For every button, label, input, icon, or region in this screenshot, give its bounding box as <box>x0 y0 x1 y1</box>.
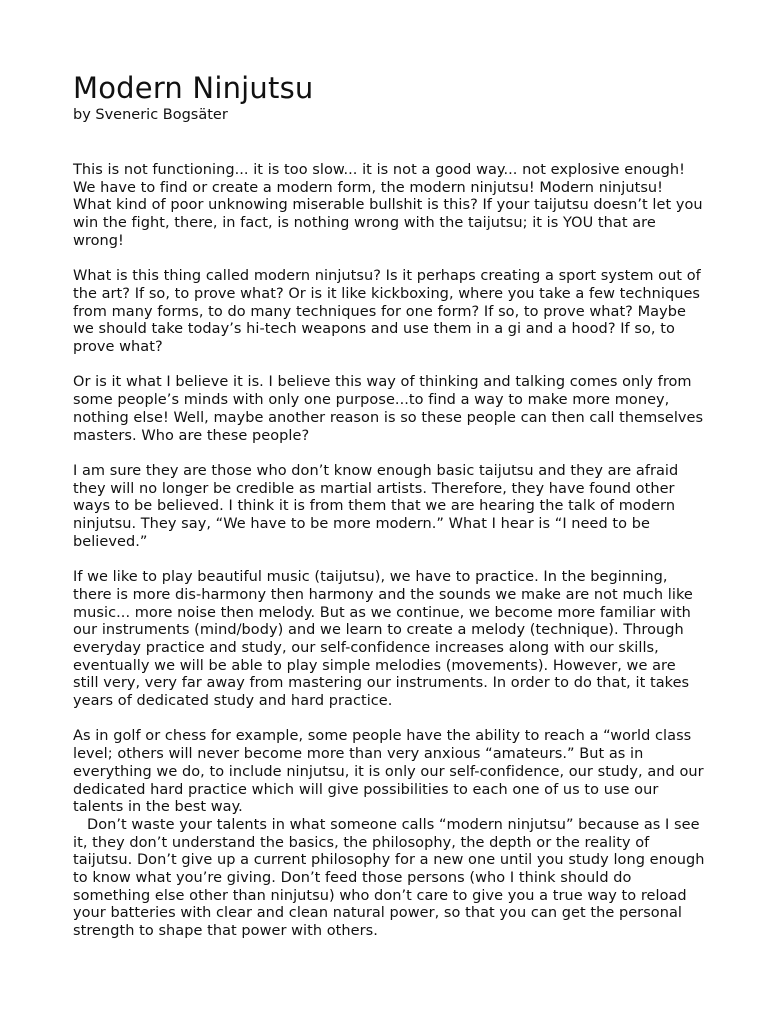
paragraph-7: Don’t waste your talents in what someone calls “modern ninjutsu” because as I see it, they don’t understand the basics, the philosophy, the depth or the reality of taijutsu. Don’t give up a current philosophy for a new one until you study long enough to know what you’re giving. Don’t feed those persons (who I think should do something else other than ninjutsu) who don’t care to give you a true way to reload your batteries with clear and clean natural power, so that you can get the personal strength to shape that power with others. <box>73 816 705 940</box>
document-title: Modern Ninjutsu <box>73 71 314 105</box>
paragraph-2: What is this thing called modern ninjutsu? Is it perhaps creating a sport system out of the art? If so, to prove what? Or is it like kickboxing, where you take a few techniques from many forms, to do many techniques for one form? If so, to prove what? Maybe we should take today’s hi-tech weapons and use them in a gi and a hood? If so, to prove what? <box>73 268 701 356</box>
paragraph-1: This is not functioning... it is too slow... it is not a good way... not explosive enough! We have to find or create a modern form, the modern ninjutsu! Modern ninjutsu! What kind of poor unknowing miserable bullshit is this? If your taijutsu doesn’t let you win the fight, there, in fact, is nothing wrong with the taijutsu; it is YOU that are wrong! <box>73 162 703 249</box>
paragraph-4: I am sure they are those who don’t know enough basic taijutsu and they are afraid they will no longer be credible as martial artists. Therefore, they have found other ways to be believed. I think it is from them that we are hearing the talk of modern ninjutsu. They say, “We have to be more modern.” What I hear is “I need to be believed.” <box>73 462 679 550</box>
paragraph-3: Or is it what I believe it is. I believe this way of thinking and talking comes only from some people’s minds with only one purpose...to find a way to make more money, nothing else! Well, maybe another reason is so these people can then call themselves masters. Who are these people? <box>73 374 704 444</box>
document-byline: by Sveneric Bogsäter <box>73 107 228 123</box>
paragraph-5: If we like to play beautiful music (taijutsu), we have to practice. In the beginning, there is more dis-harmony then harmony and the sounds we make are not much like music... more noise then melody. But as we continue, we become more familiar with our instruments (mind/body) and we learn to create a melody (technique). Through everyday practice and study, our self-confidence increases along with our skills, eventually we will be able to play simple melodies (movements). However, we are still very, very far away from mastering our instruments. In order to do that, it takes years of dedicated study and hard practice. <box>73 569 693 710</box>
paragraph-6: As in golf or chess for example, some people have the ability to reach a “world class level; others will never become more than very anxious “amateurs.” But as in everything we do, to include ninjutsu, it is only our self-confidence, our study, and our dedicated hard practice which will give possibilities to each one of us to use our talents in the best way. <box>73 728 704 816</box>
document-page <box>73 70 705 941</box>
